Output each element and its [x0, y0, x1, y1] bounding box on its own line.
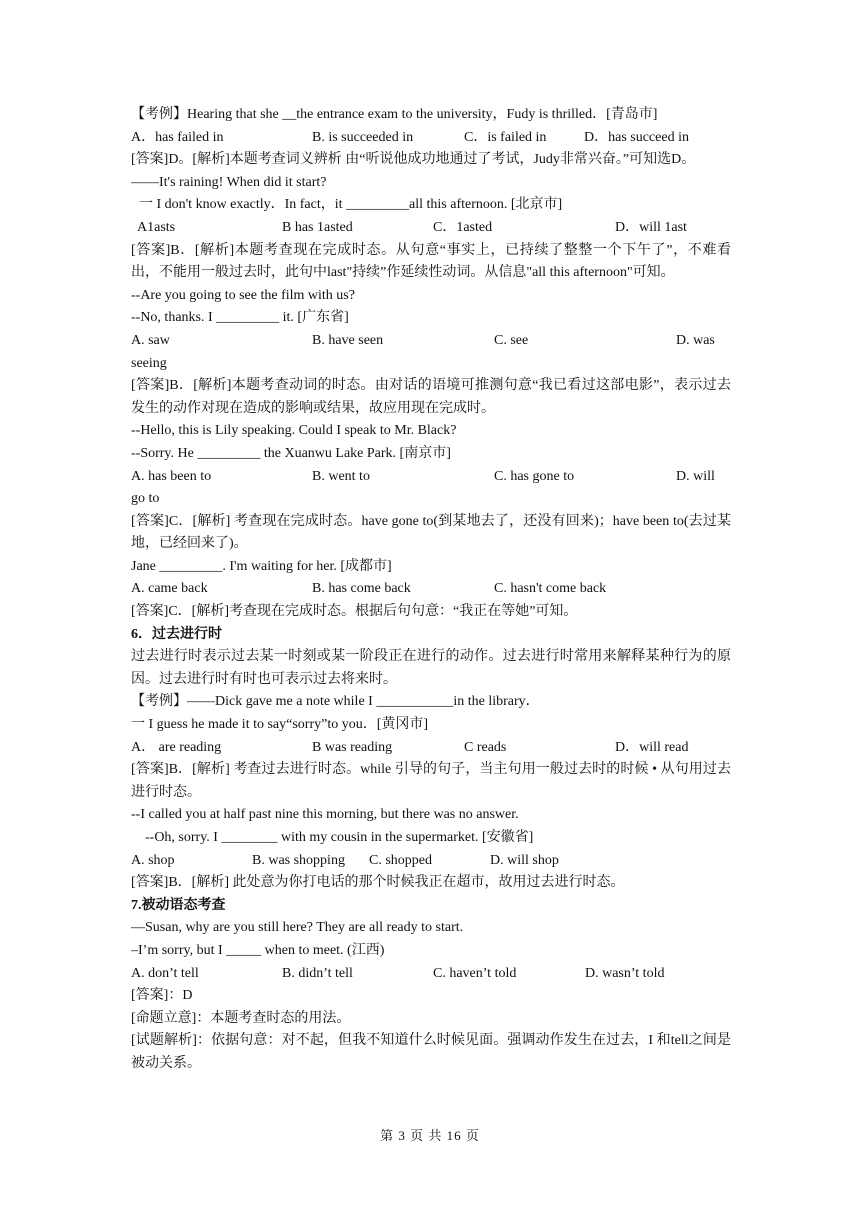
- option-b: B. have seen: [312, 332, 384, 348]
- options-row: [131, 737, 731, 760]
- options-row: [131, 127, 731, 150]
- answer-text: [答案]C．[解析]考查现在完成时态。根据后句句意：“我正在等她”可知。: [131, 604, 578, 620]
- options-row: [131, 217, 731, 240]
- dialogue-line: 一 I guess he made it to say“sorry”to you．[黄冈市]: [131, 717, 429, 733]
- dialogue-line: --Oh, sorry. I ________ with my cousin in the supermarket. [安徽省]: [145, 830, 534, 845]
- option-continuation: go to: [131, 491, 160, 507]
- question-stem: 【考例】——Dick gave me a note while I ___________in the library．: [131, 694, 540, 710]
- options-row: [131, 850, 731, 873]
- answer-text: [命题立意]：本题考查时态的用法。: [131, 1010, 351, 1026]
- page-footer: 第 3 页 共 16 页: [380, 1128, 480, 1143]
- option-a: A. came back: [131, 581, 208, 597]
- section-heading: 7.被动语态考查: [131, 897, 226, 913]
- option-continuation: seeing: [131, 355, 167, 371]
- option-a: A. saw: [131, 332, 170, 348]
- answer-text: [答案]B．[解析]本题考查动词的时态。由对话的语境可推测句意“我已看过这部电影”，表示过去发生的动作对现在造成的影响或结果，故应用现在完成时。: [131, 378, 731, 416]
- option-c: C．is failed in: [464, 129, 547, 145]
- question-stem: 【考例】Hearing that she __the entrance exam to the university，Fudy is thrilled．[青岛市]: [131, 107, 658, 122]
- dialogue-line: ——It's raining! When did it start?: [131, 174, 327, 190]
- option-a: A. has been to: [131, 468, 212, 484]
- option-b: B. is succeeded in: [312, 129, 414, 145]
- option-d: D. was: [676, 332, 715, 348]
- option-d: D. wasn’t told: [585, 965, 665, 981]
- dialogue-line: 一 I don't know exactly．In fact，it _________all this afternoon. [北京市]: [139, 197, 563, 213]
- answer-text: [答案]D。[解析]本题考查词义辨析 由“听说他成功地通过了考试，Judy非常兴奋。”可知选D。: [131, 152, 696, 168]
- dialogue-line: Jane _________. I'm waiting for her. [成都市]: [131, 558, 392, 574]
- answer-text: [答案]C．[解析] 考查现在完成时态。have gone to(到某地去了，还没有回来)；have been to(去过某地，已经回来了)。: [131, 513, 731, 552]
- dialogue-line: —Susan, why are you still here? They are all ready to start.: [131, 920, 464, 936]
- dialogue-line: --Are you going to see the film with us?: [131, 287, 355, 303]
- option-b: B. has come back: [312, 581, 411, 597]
- option-b: B. went to: [312, 468, 370, 484]
- option-a: A. don’t tell: [131, 965, 199, 981]
- option-d: D. will: [676, 468, 715, 484]
- option-c: C．1asted: [433, 219, 493, 235]
- option-a: A1asts: [137, 219, 176, 235]
- dialogue-line: --Sorry. He _________ the Xuanwu Lake Park. [南京市]: [131, 445, 451, 461]
- answer-text: [答案]：D: [131, 988, 193, 1004]
- answer-text: [答案]B．[解析] 考查过去进行时态。while 引导的句子，当主句用一般过去时的时候 • 从句用过去进行时态。: [131, 762, 731, 800]
- options-row: [131, 466, 731, 489]
- answer-text: [试题解析]：依据句意：对不起，但我不知道什么时候见面。强调动作发生在过去，I 和tell之间是被动关系。: [131, 1033, 731, 1071]
- options-row: [131, 330, 731, 353]
- option-c: C. shopped: [369, 852, 432, 868]
- dialogue-line: –I’m sorry, but I _____ when to meet. (江西): [131, 942, 385, 958]
- dialogue-line: --I called you at half past nine this morning, but there was no answer.: [131, 807, 519, 823]
- option-a: A. shop: [131, 852, 175, 868]
- option-b: B. didn’t tell: [282, 965, 353, 981]
- option-b: B was reading: [312, 739, 393, 755]
- option-c: C. hasn't come back: [494, 581, 607, 597]
- option-d: D．has succeed in: [584, 129, 689, 145]
- options-row: [131, 578, 731, 601]
- option-d: D. will shop: [490, 852, 559, 868]
- dialogue-line: --No, thanks. I _________ it. [广东省]: [131, 310, 349, 326]
- paragraph: 过去进行时表示过去某一时刻或某一阶段正在进行的动作。过去进行时常用来解释某种行为的原因。过去进行时有时也可表示过去将来时。: [131, 649, 731, 687]
- option-c: C reads: [464, 739, 507, 755]
- dialogue-line: --Hello, this is Lily speaking. Could I speak to Mr. Black?: [131, 423, 457, 439]
- option-c: C. has gone to: [494, 468, 575, 484]
- answer-text: [答案]B．[解析] 此处意为你打电话的那个时候我正在超市，故用过去进行时态。: [131, 875, 625, 891]
- option-a: A． are reading: [131, 739, 222, 755]
- option-b: B has 1asted: [282, 219, 353, 235]
- option-a: A．has failed in: [131, 129, 224, 145]
- options-row: [131, 963, 731, 986]
- document-body: [131, 104, 731, 1076]
- option-c: C. see: [494, 332, 529, 348]
- answer-text: [答案]B．[解析]本题考查现在完成时态。从句意“事实上，已持续了整整一个下午了”，不难看出，不能用一般过去时，此句中last"持续”作延续性动词。从信息"all this afternoon"可知。: [131, 242, 731, 281]
- option-c: C. haven’t told: [433, 965, 517, 981]
- option-d: D．will read: [615, 739, 689, 755]
- option-d: D．will 1ast: [615, 219, 687, 235]
- section-heading: 6．过去进行时: [131, 626, 222, 642]
- option-b: B. was shopping: [252, 852, 345, 868]
